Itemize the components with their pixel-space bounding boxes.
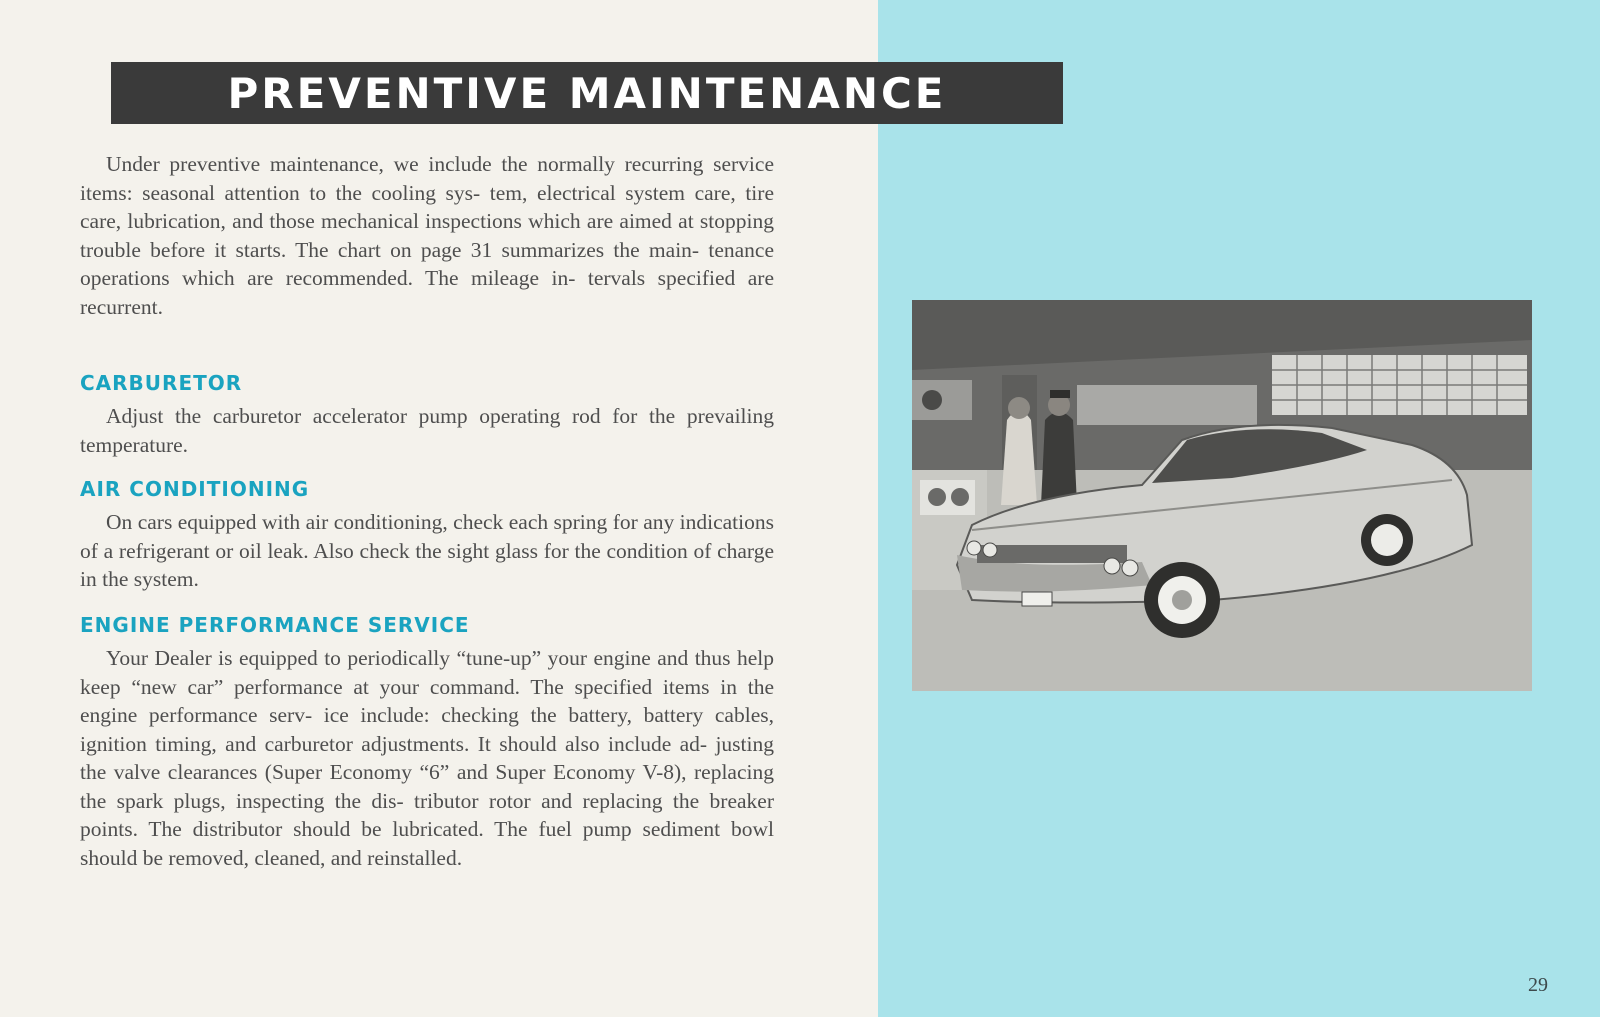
car-illustration (912, 300, 1532, 691)
intro-paragraph: Under preventive maintenance, we include the normally recurring service items: seasonal attention to the cooling sys- tem, electrical system care, tire care, lubrication, and those mechanical inspections which are aimed at stopping trouble before it starts. The chart on page 31 summarizes the main- tenance operations which are recommended. The mileage in- tervals specified are recurrent. (80, 152, 774, 319)
section-body: On cars equipped with air conditioning, check each spring for any indications of a refrigerant or oil leak. Also check the sight glass for the condition of charge in the system. (80, 510, 774, 591)
section-air-conditioning-body (80, 508, 774, 594)
section-carburetor (80, 371, 774, 395)
section-heading: AIR CONDITIONING (80, 477, 310, 501)
section-air-conditioning (80, 477, 774, 501)
title-bar (111, 62, 1063, 124)
page-number: 29 (1528, 974, 1548, 996)
intro-block (80, 150, 774, 321)
section-body: Adjust the carburetor accelerator pump operating rod for the prevailing temperature. (80, 404, 774, 457)
section-heading: ENGINE PERFORMANCE SERVICE (80, 613, 470, 637)
section-engine-performance-body (80, 644, 774, 872)
section-body: Your Dealer is equipped to periodically “tune-up” your engine and thus help keep “new car” performance at your command. The specified items in the engine performance serv- ice include: checking the battery, battery cables, ignition timing, and carburetor adjustments. It should also include ad- justing the valve clearances (Super Economy “6” and Super Economy V-8), replacing the spark plugs, inspecting the dis- tributor rotor and replacing the breaker points. The distributor should be lubricated. The fuel pump sediment bowl should be removed, cleaned, and reinstalled. (80, 646, 774, 870)
section-carburetor-body (80, 402, 774, 459)
section-heading: CARBURETOR (80, 371, 243, 395)
section-engine-performance (80, 613, 774, 637)
page-title: PREVENTIVE MAINTENANCE (227, 68, 947, 118)
car-service-photo (912, 300, 1532, 691)
